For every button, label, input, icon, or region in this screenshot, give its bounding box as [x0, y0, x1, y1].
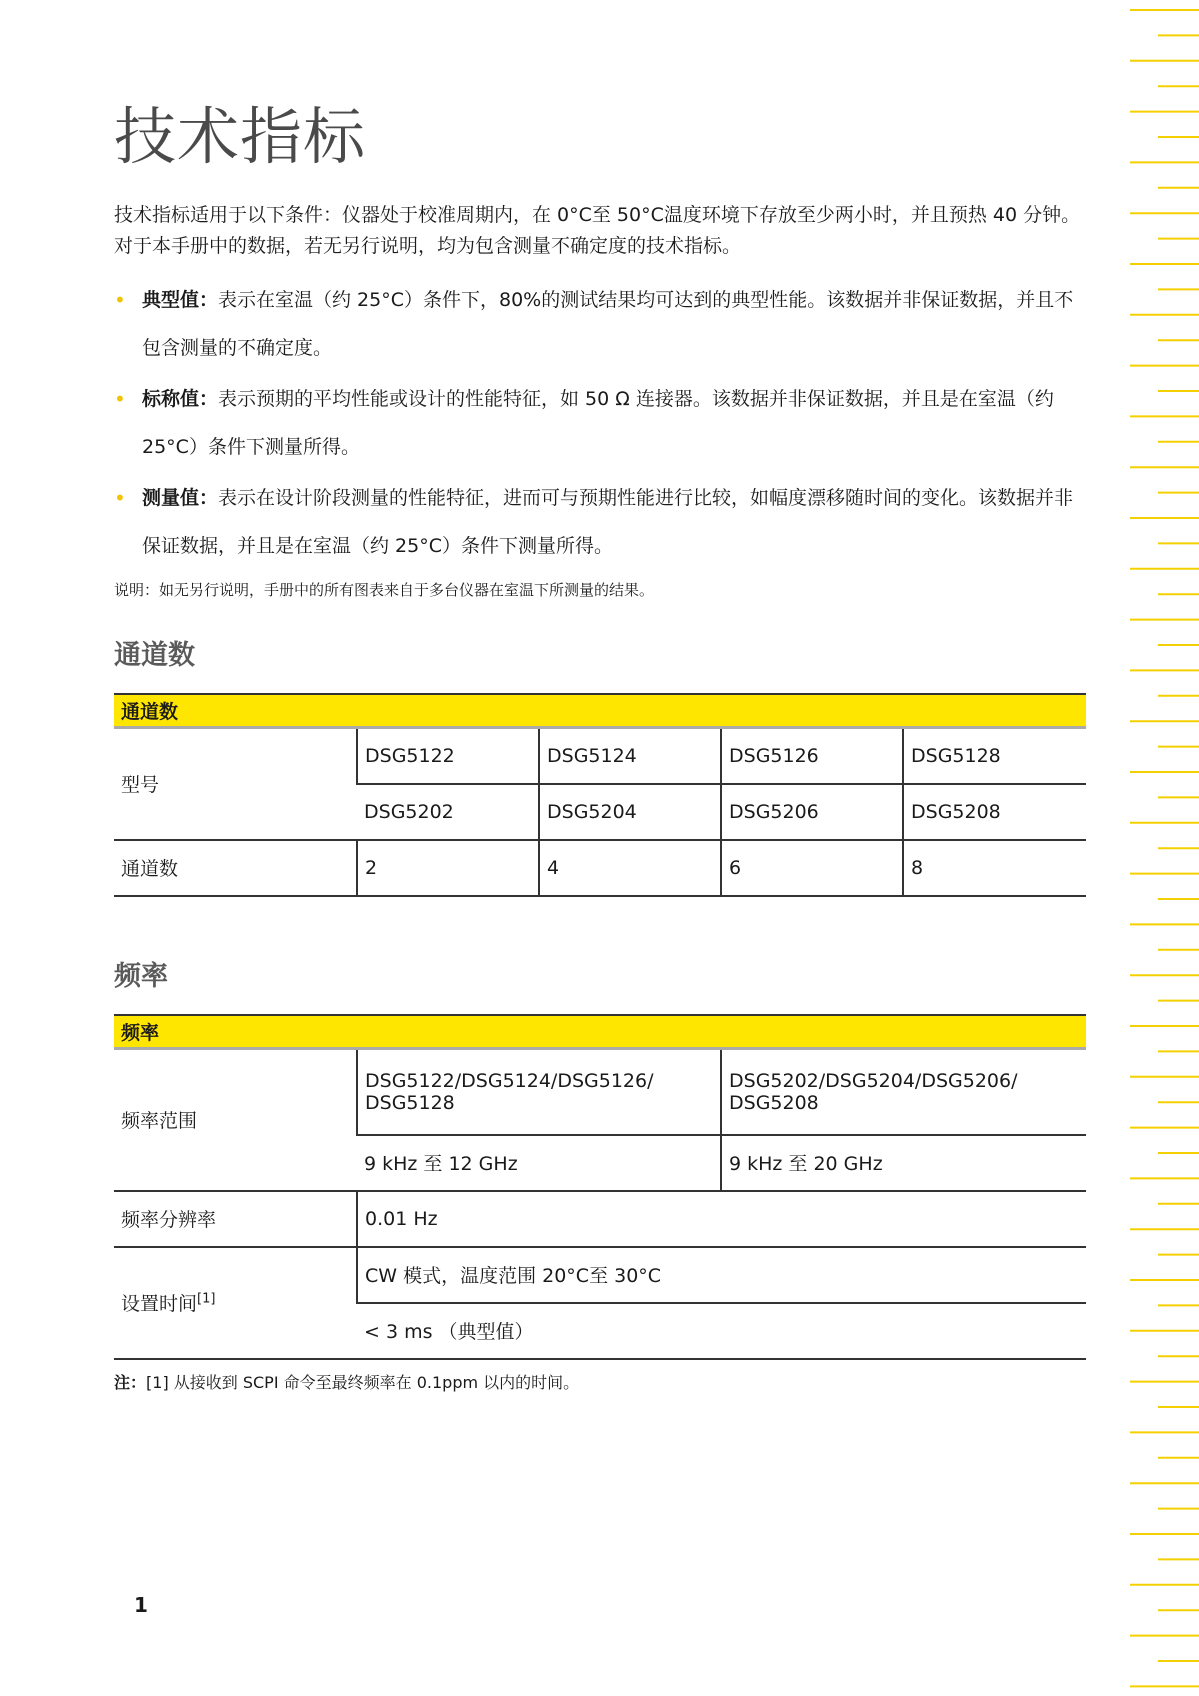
definition-text: 表示预期的平均性能或设计的性能特征，如 50 Ω 连接器。该数据并非保证数据，并且是在室温（约 25°C）条件下测量所得。 [142, 388, 1054, 458]
channels-table [114, 693, 1086, 897]
row-label-frequency-range: 频率范围 [114, 1049, 357, 1191]
table-header-cell: 频率 [114, 1015, 1086, 1049]
model-group-cell: DSG5122/DSG5124/DSG5126/ DSG5128 [357, 1049, 721, 1135]
section-heading-channels: 通道数 [114, 640, 195, 671]
definition-text: 表示在设计阶段测量的性能特征，进而可与预期性能进行比较，如幅度漂移随时间的变化。该数据并非保证数据，并且是在室温（约 25°C）条件下测量所得。 [142, 487, 1074, 557]
intro-paragraph: 技术指标适用于以下条件：仪器处于校准周期内，在 0°C至 50°C温度环境下存放至少两小时，并且预热 40 分钟。对于本手册中的数据，若无另行说明，均为包含测量不确定度的技术指标。 [114, 204, 1081, 257]
definition-text: 表示在室温（约 25°C）条件下，80%的测试结果均可达到的典型性能。该数据并非保证数据，并且不包含测量的不确定度。 [142, 289, 1074, 359]
table-row [114, 1049, 1086, 1135]
count-cell: 8 [903, 840, 1086, 896]
count-cell: 4 [539, 840, 721, 896]
table-header-cell: 通道数 [114, 694, 1086, 728]
model-cell: DSG5124 [539, 728, 721, 784]
general-note: 说明：如无另行说明，手册中的所有图表来自于多台仪器在室温下所测量的结果。 [114, 581, 655, 599]
model-cell: DSG5126 [721, 728, 903, 784]
definition-term: 典型值： [142, 289, 219, 311]
section-heading-frequency: 频率 [114, 961, 168, 992]
bullet-dot-icon: • [114, 387, 126, 411]
settling-label: 设置时间 [121, 1293, 198, 1315]
model-cell: DSG5128 [903, 728, 1086, 784]
settling-condition-cell: CW 模式，温度范围 20°C至 30°C [357, 1247, 1086, 1303]
definition-term: 测量值： [142, 487, 219, 509]
model-cell: DSG5204 [539, 784, 721, 840]
count-cell: 6 [721, 840, 903, 896]
table-header-row [114, 1015, 1086, 1049]
table-note-text: [1] 从接收到 SCPI 命令至最终频率在 0.1ppm 以内的时间。 [146, 1373, 580, 1392]
model-cell: DSG5122 [357, 728, 539, 784]
bullet-dot-icon: • [114, 486, 126, 510]
range-value-cell: 9 kHz 至 12 GHz [357, 1135, 721, 1191]
row-label-settling-time [114, 1247, 357, 1359]
settling-value-cell: < 3 ms （典型值） [357, 1303, 1086, 1359]
table-header-row [114, 694, 1086, 728]
model-cell: DSG5206 [721, 784, 903, 840]
model-group-cell: DSG5202/DSG5204/DSG5206/ DSG5208 [721, 1049, 1086, 1135]
model-cell: DSG5202 [357, 784, 539, 840]
table-note-label: 注： [114, 1373, 147, 1392]
definition-list [114, 276, 1086, 573]
table-row [114, 1191, 1086, 1247]
definition-measured [114, 474, 1086, 570]
frequency-table [114, 1014, 1086, 1360]
page-title: 技术指标 [114, 100, 367, 173]
row-label-model: 型号 [114, 728, 357, 840]
page-number: 1 [134, 1593, 148, 1617]
count-cell: 2 [357, 840, 539, 896]
table-row [114, 1247, 1086, 1303]
bullet-dot-icon: • [114, 288, 126, 312]
table-row [114, 728, 1086, 784]
table-row [114, 840, 1086, 896]
resolution-value-cell: 0.01 Hz [357, 1191, 1086, 1247]
definition-nominal [114, 375, 1086, 471]
definition-typical [114, 276, 1086, 372]
model-cell: DSG5208 [903, 784, 1086, 840]
decorative-margin-lines [1130, 0, 1199, 1696]
definition-term: 标称值： [142, 388, 219, 410]
row-label-channels: 通道数 [114, 840, 357, 896]
row-label-resolution: 频率分辨率 [114, 1191, 357, 1247]
footnote-marker: [1] [197, 1291, 216, 1307]
table-footnote [114, 1370, 579, 1393]
range-value-cell: 9 kHz 至 20 GHz [721, 1135, 1086, 1191]
